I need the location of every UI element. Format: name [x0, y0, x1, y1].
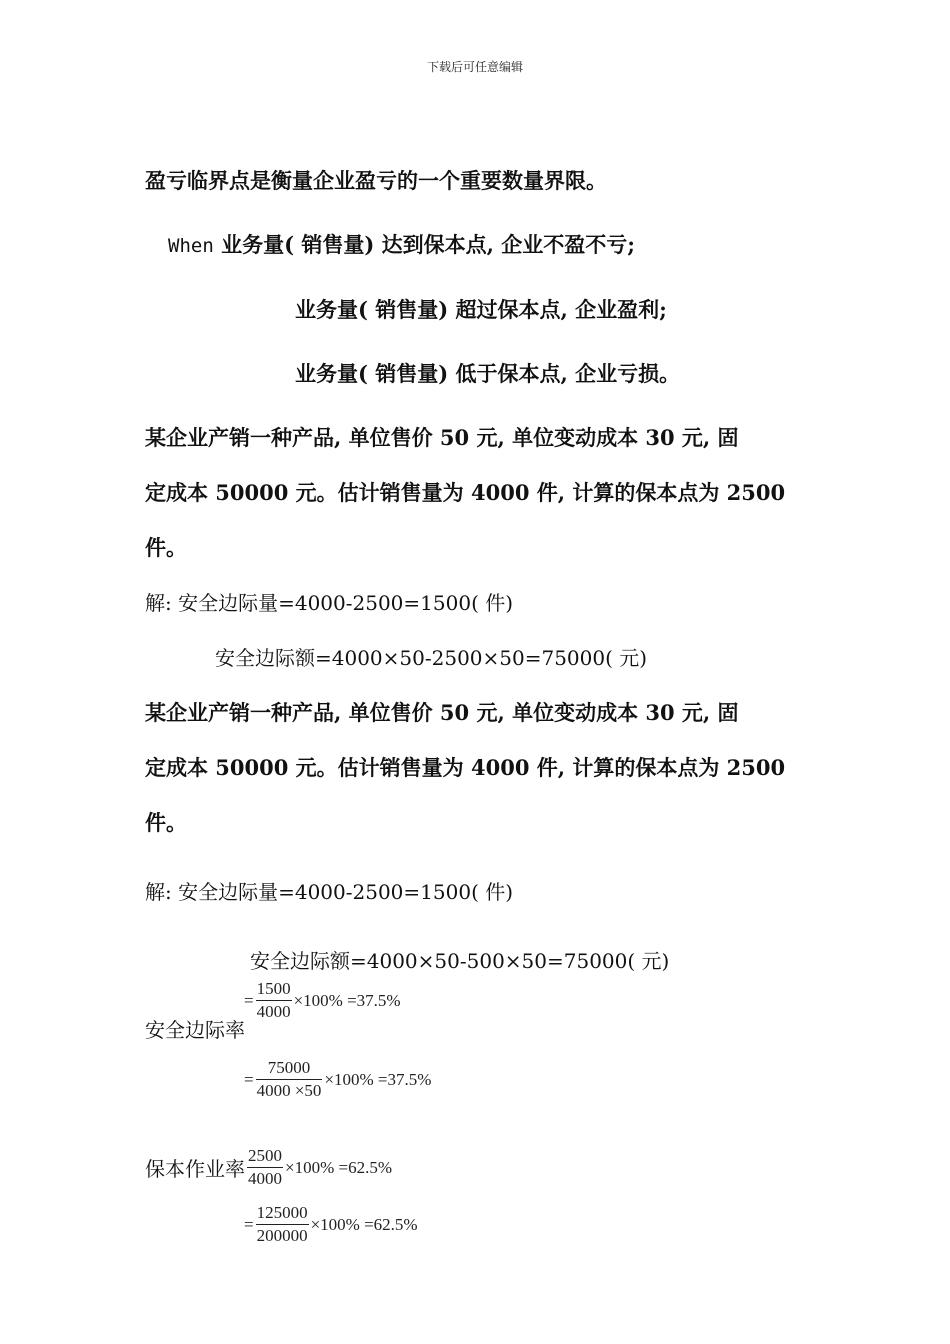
formula-op-rate-1: [145, 1145, 392, 1190]
numerator: 125000: [256, 1203, 308, 1222]
example1-line1: 某企业产销一种产品, 单位售价 50 元, 单位变动成本 30 元, 固: [145, 425, 739, 450]
op-rate-label: 保本作业率: [145, 1157, 245, 1181]
formula-margin-rate-2: [244, 1057, 431, 1102]
example2-line2: 定成本 50000 元。估计销售量为 4000 件, 计算的保本点为 2500: [145, 755, 786, 780]
formula-tail: ×100% =62.5%: [310, 1214, 418, 1234]
equals-sign: =: [244, 1069, 254, 1089]
solution1-line1: 解: 安全边际量=4000-2500=1500( 件): [145, 591, 514, 615]
case-line-2: 业务量( 销售量) 超过保本点, 企业盈利;: [295, 297, 667, 322]
solution2-line1: 解: 安全边际量=4000-2500=1500( 件): [145, 880, 514, 904]
when-word: When: [168, 235, 214, 257]
fraction: [256, 1057, 323, 1102]
example1-line3: 件。: [145, 535, 187, 560]
solution2-line2: 安全边际额=4000×50-500×50=75000( 元): [250, 949, 670, 973]
example2-line3: 件。: [145, 810, 187, 835]
formula-tail: ×100% =37.5%: [293, 990, 401, 1010]
case-line-3: 业务量( 销售量) 低于保本点, 企业亏损。: [295, 361, 681, 386]
case-line-1: [168, 229, 635, 259]
denominator: 4000: [256, 1002, 291, 1021]
numerator: 75000: [267, 1058, 311, 1077]
numerator: 2500: [248, 1146, 282, 1165]
solution1-line2: 安全边际额=4000×50-2500×50=75000( 元): [215, 646, 648, 670]
formula-margin-rate-1: [244, 978, 401, 1023]
page-header: 下载后可任意编辑: [426, 60, 523, 74]
numerator: 1500: [256, 979, 291, 998]
fraction: [247, 1145, 283, 1190]
denominator: 4000: [248, 1169, 282, 1188]
fraction: [256, 978, 292, 1023]
formula-op-rate-2: [244, 1202, 418, 1247]
intro-text: 盈亏临界点是衡量企业盈亏的一个重要数量界限。: [145, 168, 607, 193]
formula-tail: ×100% =62.5%: [285, 1157, 392, 1177]
equals-sign: =: [244, 1214, 254, 1234]
denominator: 4000 ×50: [256, 1081, 322, 1100]
equals-sign: =: [244, 990, 254, 1010]
denominator: 200000: [256, 1226, 308, 1245]
case-text-1: 业务量( 销售量) 达到保本点, 企业不盈不亏;: [221, 232, 635, 257]
example1-line2: 定成本 50000 元。估计销售量为 4000 件, 计算的保本点为 2500: [145, 480, 786, 505]
example2-line1: 某企业产销一种产品, 单位售价 50 元, 单位变动成本 30 元, 固: [145, 700, 739, 725]
margin-rate-label: 安全边际率: [145, 1018, 245, 1042]
formula-tail: ×100% =37.5%: [324, 1069, 432, 1089]
fraction: [256, 1202, 309, 1247]
